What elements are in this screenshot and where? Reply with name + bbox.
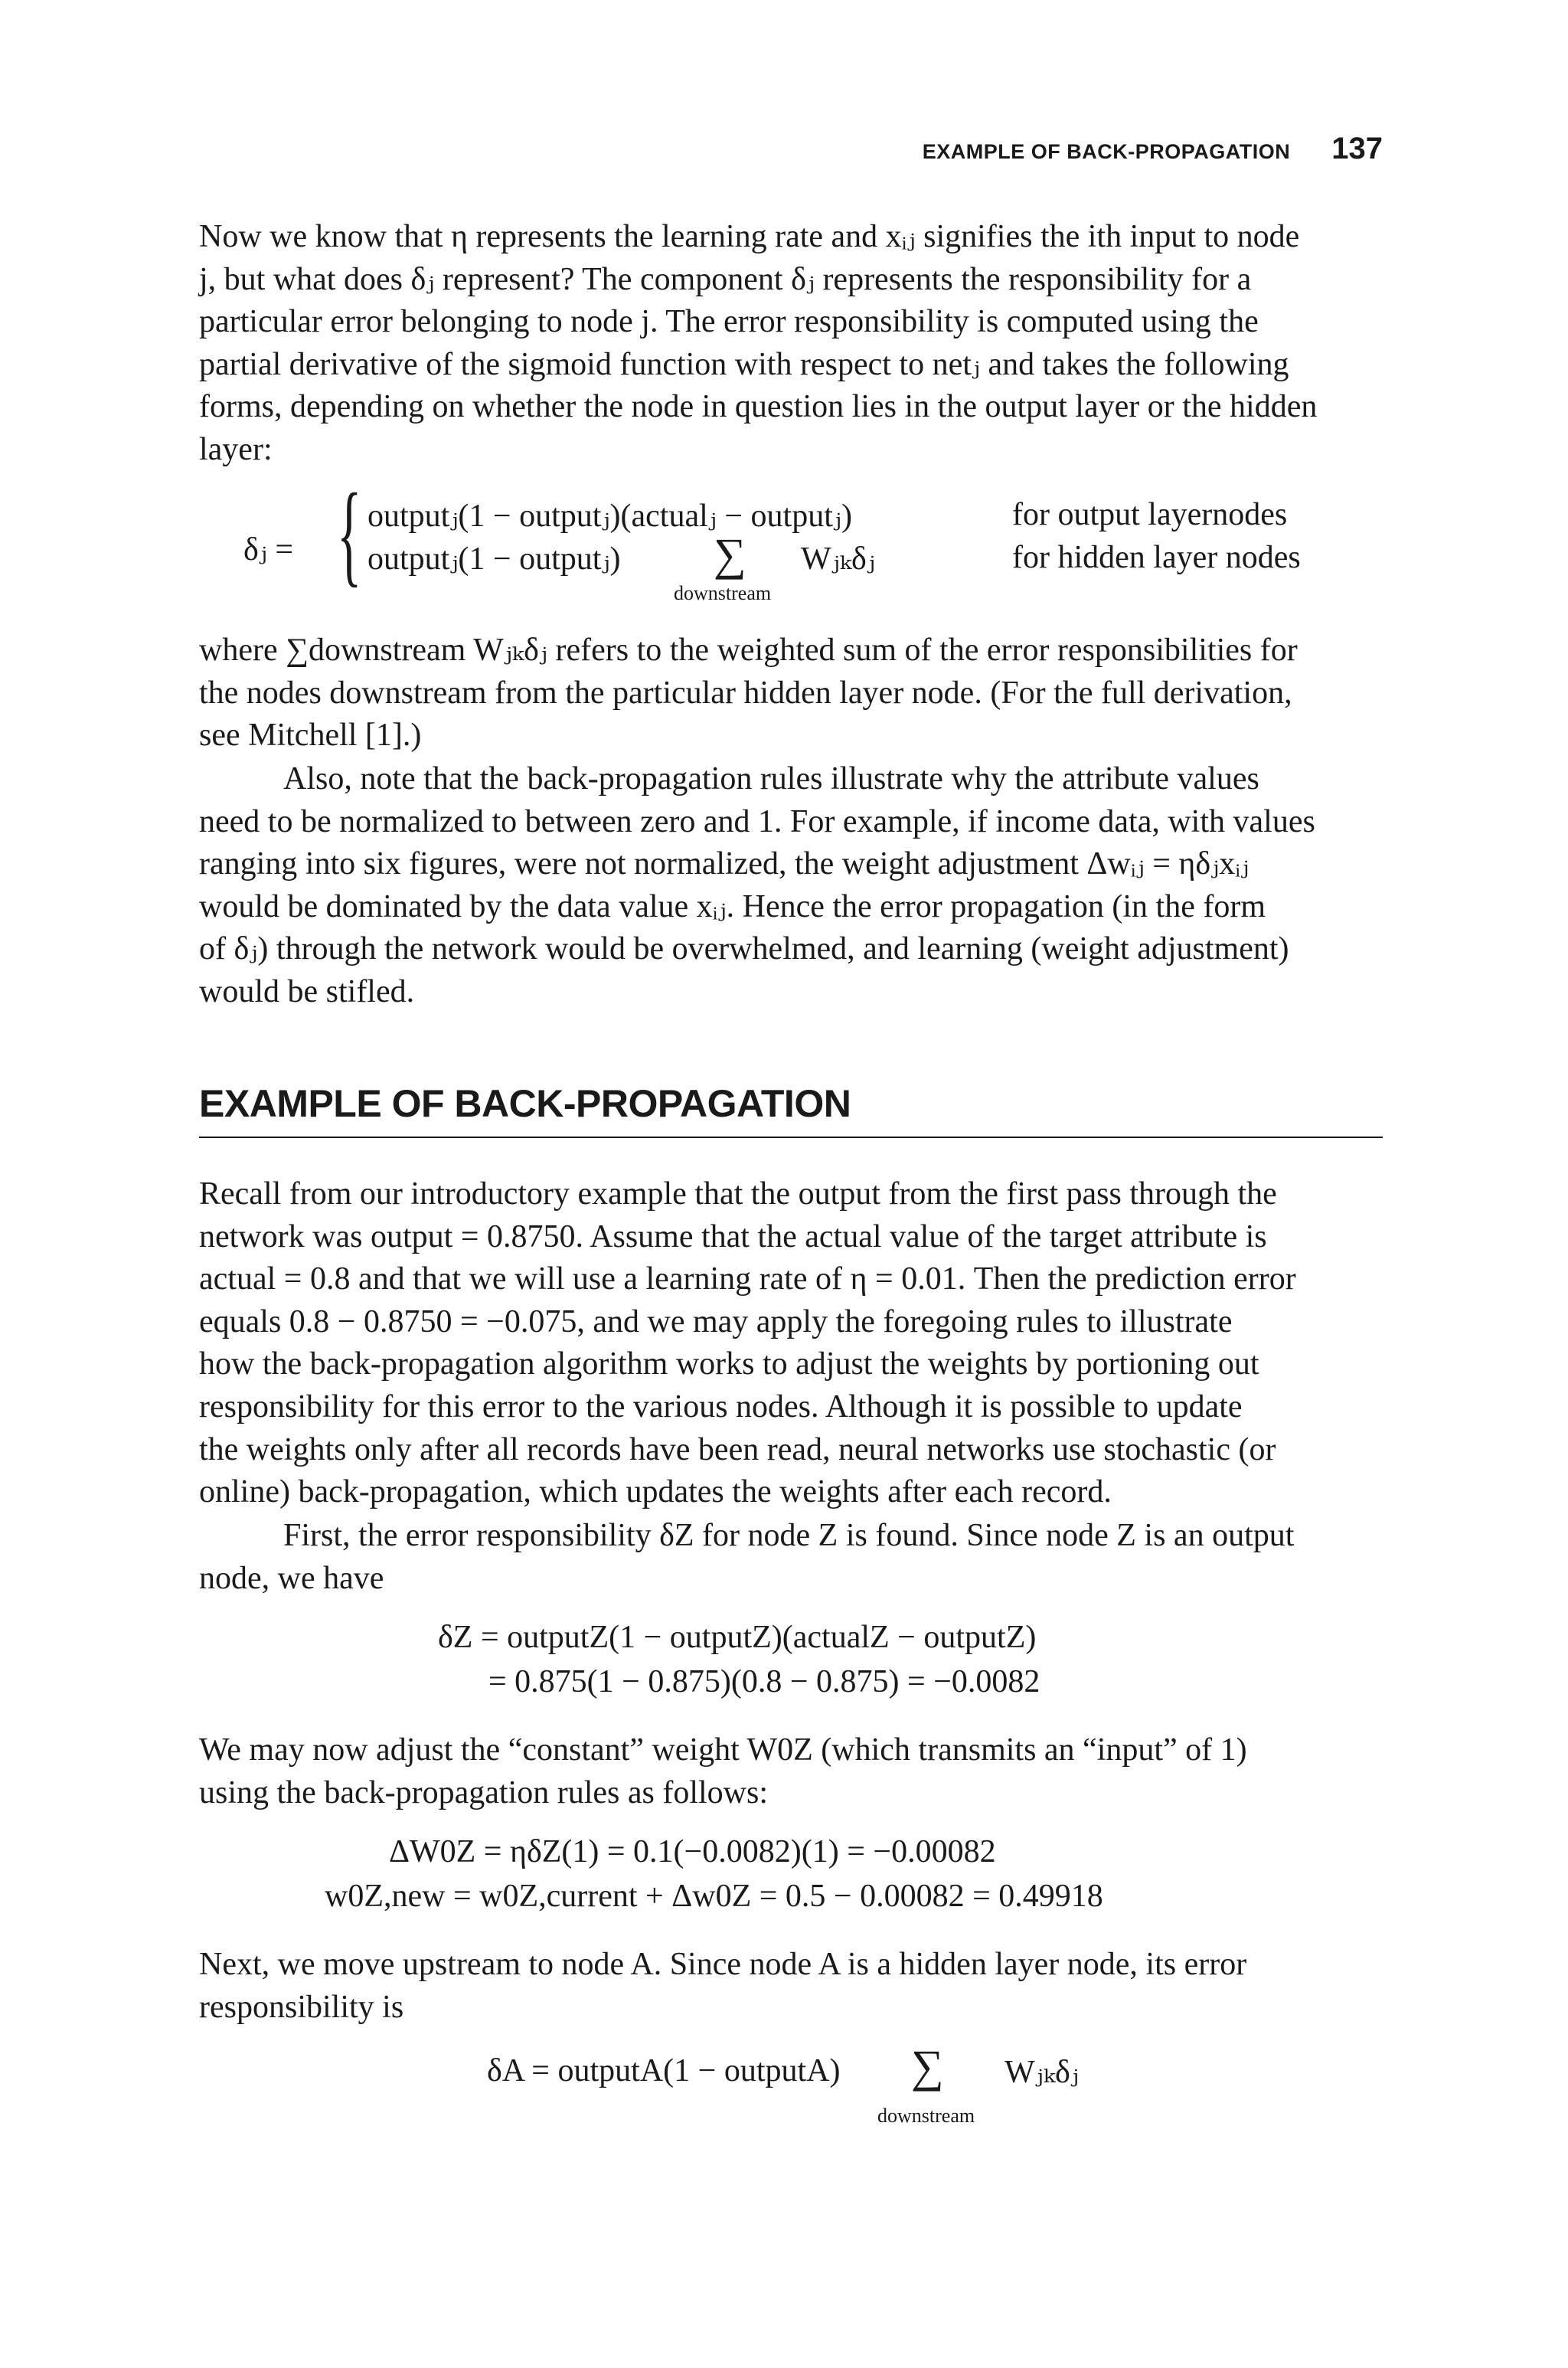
- text-line: particular error belonging to node j. The error responsibility is computed using the: [199, 304, 1259, 340]
- text-line: network was output = 0.8750. Assume that the actual value of the target attribute is: [199, 1218, 1267, 1254]
- text-line: partial derivative of the sigmoid function with respect to netⱼ and takes the following: [199, 346, 1289, 382]
- text-line: We may now adjust the “constant” weight W0Z (which transmits an “input” of 1): [199, 1732, 1247, 1768]
- section-title: EXAMPLE OF BACK-PROPAGATION: [199, 1082, 851, 1125]
- equation-deltaZ-line2: = 0.875(1 − 0.875)(0.8 − 0.875) = −0.0082: [488, 1664, 1040, 1699]
- text-line: using the back-propagation rules as follows:: [199, 1774, 768, 1810]
- text-line: actual = 0.8 and that we will use a learning rate of η = 0.01. Then the prediction error: [199, 1261, 1296, 1297]
- text-line: would be dominated by the data value xᵢⱼ. Hence the error propagation (in the form: [199, 888, 1266, 924]
- case2-formula-left: outputⱼ(1 − outputⱼ): [368, 541, 621, 577]
- case1-formula: outputⱼ(1 − outputⱼ)(actualⱼ − outputⱼ): [368, 499, 852, 534]
- case2-condition: for hidden layer nodes: [1012, 540, 1301, 575]
- equation-deltaA-sum-symbol: ∑: [911, 2041, 944, 2092]
- equation-w-line1: ΔW0Z = ηδZ(1) = 0.1(−0.0082)(1) = −0.00082: [389, 1834, 996, 1869]
- text-line: where ∑downstream Wⱼₖδⱼ refers to the weighted sum of the error responsibilities for: [199, 633, 1298, 668]
- equation-deltaA-left: δA = outputA(1 − outputA): [487, 2053, 841, 2088]
- section-rule: [199, 1137, 1383, 1138]
- text-line: online) back-propagation, which updates the weights after each record.: [199, 1474, 1112, 1510]
- case2-sum-symbol: ∑: [714, 529, 746, 580]
- text-line: equals 0.8 − 0.8750 = −0.075, and we may apply the foregoing rules to illustrate: [199, 1303, 1233, 1339]
- section-paragraph-3: [199, 1729, 1383, 1814]
- page-number: 137: [1331, 132, 1383, 165]
- text-line: j, but what does δⱼ represent? The component δⱼ represents the responsibility for a: [199, 261, 1252, 297]
- text-line: Now we know that η represents the learning rate and xᵢⱼ signifies the ith input to node: [199, 219, 1300, 254]
- text-line: need to be normalized to between zero and 1. For example, if income data, with values: [199, 803, 1315, 839]
- case2-formula-right: Wⱼₖδⱼ: [801, 541, 875, 577]
- section-paragraph-4: [199, 1944, 1383, 2029]
- text-line: Next, we move upstream to node A. Since node A is a hidden layer node, its error: [199, 1947, 1247, 1982]
- intro-paragraph-1: [199, 216, 1383, 472]
- text-line: see Mitchell [1].): [199, 718, 422, 754]
- text-line: layer:: [199, 431, 273, 467]
- text-line: how the back-propagation algorithm works to adjust the weights by portioning out: [199, 1346, 1259, 1382]
- text-line: the nodes downstream from the particular hidden layer node. (For the full derivation,: [199, 675, 1292, 711]
- equation-deltaA-sum-label: downstream: [877, 2105, 975, 2127]
- equation-deltaZ-line1: δZ = outputZ(1 − outputZ)(actualZ − outputZ): [438, 1620, 1037, 1655]
- text-line: First, the error responsibility δZ for node Z is found. Since node Z is an output: [283, 1518, 1295, 1553]
- text-line: node, we have: [199, 1560, 384, 1596]
- intro-paragraph-2: [199, 630, 1383, 757]
- text-line: ranging into six figures, were not normalized, the weight adjustment Δwᵢⱼ = ηδⱼxᵢⱼ: [199, 846, 1250, 882]
- running-head: EXAMPLE OF BACK-PROPAGATION: [922, 140, 1291, 163]
- equation-w-line2: w0Z,new = w0Z,current + Δw0Z = 0.5 − 0.00082 = 0.49918: [325, 1879, 1103, 1914]
- equation-deltaA-right: Wⱼₖδⱼ: [1004, 2055, 1079, 2090]
- case2-sum-label: downstream: [674, 582, 772, 604]
- text-line: the weights only after all records have been read, neural networks use stochastic (or: [199, 1431, 1276, 1467]
- text-line: responsibility is: [199, 1989, 404, 2025]
- section-paragraph-2: [199, 1515, 1383, 1600]
- left-brace: {: [337, 470, 362, 597]
- text-line: would be stifled.: [199, 973, 415, 1009]
- text-line: Also, note that the back-propagation rules illustrate why the attribute values: [283, 761, 1259, 796]
- page-header: [0, 132, 1383, 165]
- delta-lhs: δⱼ =: [243, 532, 294, 567]
- intro-paragraph-3: [199, 758, 1383, 1014]
- case1-condition: for output layernodes: [1012, 497, 1288, 532]
- text-line: responsibility for this error to the various nodes. Although it is possible to update: [199, 1388, 1243, 1424]
- section-paragraph-1: [199, 1173, 1383, 1514]
- text-line: forms, depending on whether the node in question lies in the output layer or the hidden: [199, 389, 1318, 425]
- text-line: of δⱼ) through the network would be overwhelmed, and learning (weight adjustment): [199, 931, 1289, 967]
- text-line: Recall from our introductory example that the output from the first pass through the: [199, 1176, 1277, 1212]
